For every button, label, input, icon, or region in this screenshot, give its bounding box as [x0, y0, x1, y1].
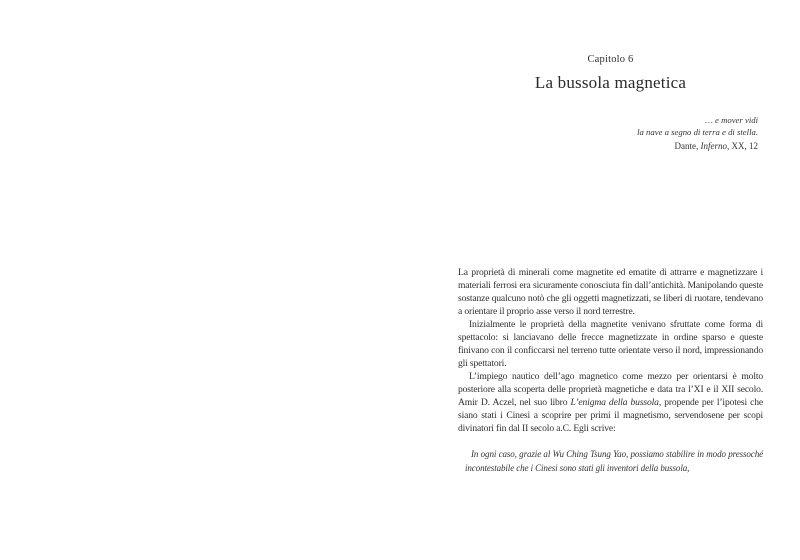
chapter-number: Capitolo 6: [587, 54, 634, 65]
epigraph-work-title: Inferno: [700, 140, 727, 151]
paragraph-3-text: L’impiego nautico dell’ago magnetico come mezzo per orientarsi è molto posteriore alla scoperta delle proprietà magnetiche e data tra l’XI e il XII secolo. Amir D. Aczel, nel suo libro: [458, 371, 763, 408]
body-text: [458, 266, 763, 475]
epigraph-reference: , XX, 12: [727, 140, 758, 151]
paragraph-3-text: , propende per l’ipotesi che siano stati i Cinesi a scoprire per primi il magnetismo, servendosene per scopi divinatori fin dal II secolo a.C. Egli scrive:: [458, 397, 763, 434]
epigraph: [458, 114, 763, 152]
book-title-citation: L’enigma della bussola: [570, 397, 659, 408]
epigraph-attribution: [458, 140, 758, 152]
epigraph-line: … e mover vidi: [705, 115, 758, 125]
paragraph-1: La proprietà di minerali come magnetite ed ematite di attrarre e magnetizzare i materiali ferrosi era sicuramente conosciuta fin dall’antichità. Manipolando queste sostanze qualcuno notò che gli oggetti magnetizzati, se liberi di ruotare, tendevano a orientare il proprio asse verso il nord terrestre.: [458, 267, 763, 317]
paragraph-2: Inizialmente le proprietà della magnetite venivano sfruttate come forma di spettacolo: si lanciavano delle frecce magnetizzate in ordine sparso e queste finivano con il conficcarsi nel terreno tutte orientate verso il nord, impressionando gli spettatori.: [458, 319, 763, 369]
paragraph-3: [458, 370, 763, 435]
epigraph-line: la nave a segno di terra e di stella.: [637, 127, 758, 138]
epigraph-author: Dante,: [674, 140, 701, 151]
chapter-title: La bussola magnetica: [534, 73, 687, 92]
block-quote: In ogni caso, grazie al Wu Ching Tsung Yao, possiamo stabilire in modo pressoché incontestabile che i Cinesi sono stati gli inventori della bussola,: [465, 449, 763, 473]
